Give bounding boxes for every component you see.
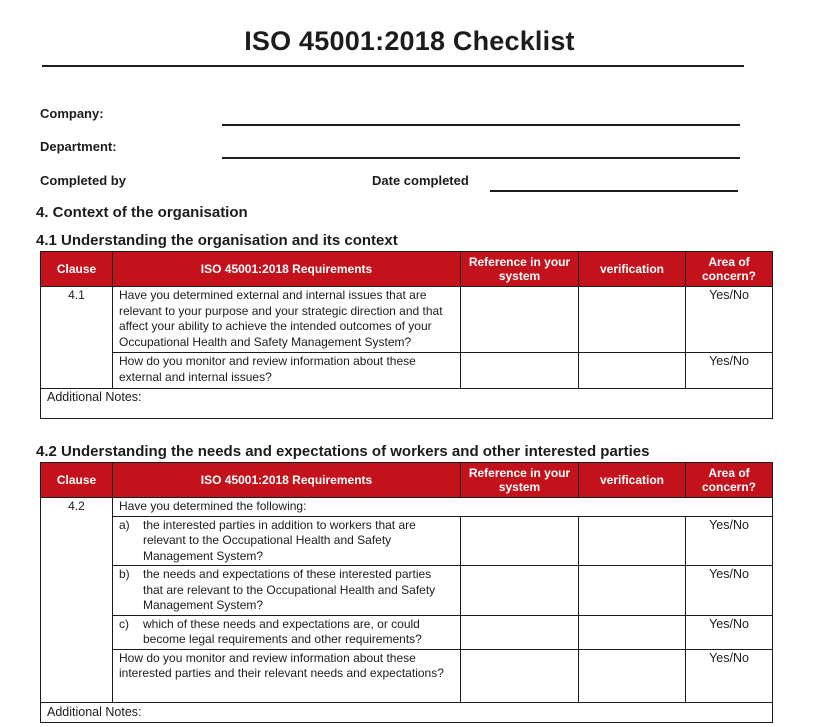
column-header-area-of-concern: Area of concern? — [686, 252, 773, 287]
table-row — [41, 566, 773, 616]
company-input-line[interactable] — [222, 124, 740, 126]
list-item — [119, 617, 454, 648]
reference-input-cell[interactable] — [461, 615, 579, 649]
reference-input-cell[interactable] — [461, 566, 579, 616]
section-heading-4: 4. Context of the organisation — [36, 204, 248, 221]
requirement-cell — [113, 516, 461, 566]
item-letter: c) — [119, 616, 129, 631]
requirement-intro-cell: Have you determined the following: — [113, 498, 773, 517]
clause-cell: 4.1 — [41, 287, 113, 389]
item-text: which of these needs and expectations are, or could become legal requirements and other requirements? — [143, 616, 422, 646]
verification-input-cell[interactable] — [579, 516, 686, 566]
title-divider — [42, 65, 744, 67]
item-letter: b) — [119, 567, 130, 581]
column-header-reference: Reference in your system — [461, 463, 579, 498]
column-header-clause: Clause — [41, 463, 113, 498]
area-of-concern-cell[interactable]: Yes/No — [686, 649, 773, 702]
additional-notes-cell[interactable]: Additional Notes: — [41, 389, 773, 419]
column-header-clause: Clause — [41, 252, 113, 287]
table-header-row — [41, 252, 773, 287]
area-of-concern-cell[interactable]: Yes/No — [686, 566, 773, 616]
table-row — [41, 287, 773, 353]
requirement-cell: How do you monitor and review information about these interested parties and their relevant needs and expectations? — [113, 649, 461, 702]
verification-input-cell[interactable] — [579, 649, 686, 702]
area-of-concern-cell[interactable]: Yes/No — [686, 516, 773, 566]
additional-notes-cell[interactable]: Additional Notes: — [41, 702, 773, 722]
date-completed-label: Date completed — [372, 173, 469, 188]
table-row — [41, 615, 773, 649]
list-item — [119, 518, 454, 565]
area-of-concern-cell[interactable]: Yes/No — [686, 287, 773, 353]
column-header-requirements: ISO 45001:2018 Requirements — [113, 252, 461, 287]
table-4-2 — [40, 462, 773, 723]
column-header-verification: verification — [579, 252, 686, 287]
item-text: the needs and expectations of these interested parties that are relevant to the Occupational Health and Safety Management System? — [143, 567, 436, 612]
verification-input-cell[interactable] — [579, 566, 686, 616]
reference-input-cell[interactable] — [461, 353, 579, 389]
date-completed-input-line[interactable] — [490, 190, 738, 192]
table-header-row — [41, 463, 773, 498]
page-title: ISO 45001:2018 Checklist — [244, 26, 575, 56]
clause-cell: 4.2 — [41, 498, 113, 703]
table-4-1 — [40, 251, 773, 419]
requirement-cell — [113, 615, 461, 649]
verification-input-cell[interactable] — [579, 287, 686, 353]
company-label: Company: — [40, 106, 104, 121]
column-header-verification: verification — [579, 463, 686, 498]
department-label: Department: — [40, 139, 117, 154]
reference-input-cell[interactable] — [461, 649, 579, 702]
column-header-reference: Reference in your system — [461, 252, 579, 287]
completed-by-label: Completed by — [40, 173, 126, 188]
table-row — [41, 498, 773, 517]
column-header-requirements: ISO 45001:2018 Requirements — [113, 463, 461, 498]
area-of-concern-cell[interactable]: Yes/No — [686, 615, 773, 649]
section-heading-4-2: 4.2 Understanding the needs and expectations of workers and other interested parties — [36, 443, 650, 460]
table-row — [41, 516, 773, 566]
requirement-cell — [113, 566, 461, 616]
item-text: the interested parties in addition to workers that are relevant to the Occupational Health and Safety Management System? — [143, 517, 416, 563]
item-letter: a) — [119, 517, 130, 532]
area-of-concern-cell[interactable]: Yes/No — [686, 353, 773, 389]
reference-input-cell[interactable] — [461, 287, 579, 353]
notes-row — [41, 702, 773, 722]
requirement-cell: How do you monitor and review information about these external and internal issues? — [113, 353, 461, 389]
requirement-cell: Have you determined external and internal issues that are relevant to your purpose and your strategic direction and that affect your ability to achieve the intended outcomes of your Occupational Health and Safety Management System? — [113, 287, 461, 353]
department-input-line[interactable] — [222, 157, 740, 159]
table-row — [41, 649, 773, 702]
verification-input-cell[interactable] — [579, 615, 686, 649]
verification-input-cell[interactable] — [579, 353, 686, 389]
list-item — [119, 567, 454, 614]
section-heading-4-1: 4.1 Understanding the organisation and its context — [36, 232, 398, 249]
column-header-area-of-concern: Area of concern? — [686, 463, 773, 498]
table-row — [41, 353, 773, 389]
reference-input-cell[interactable] — [461, 516, 579, 566]
notes-row — [41, 389, 773, 419]
